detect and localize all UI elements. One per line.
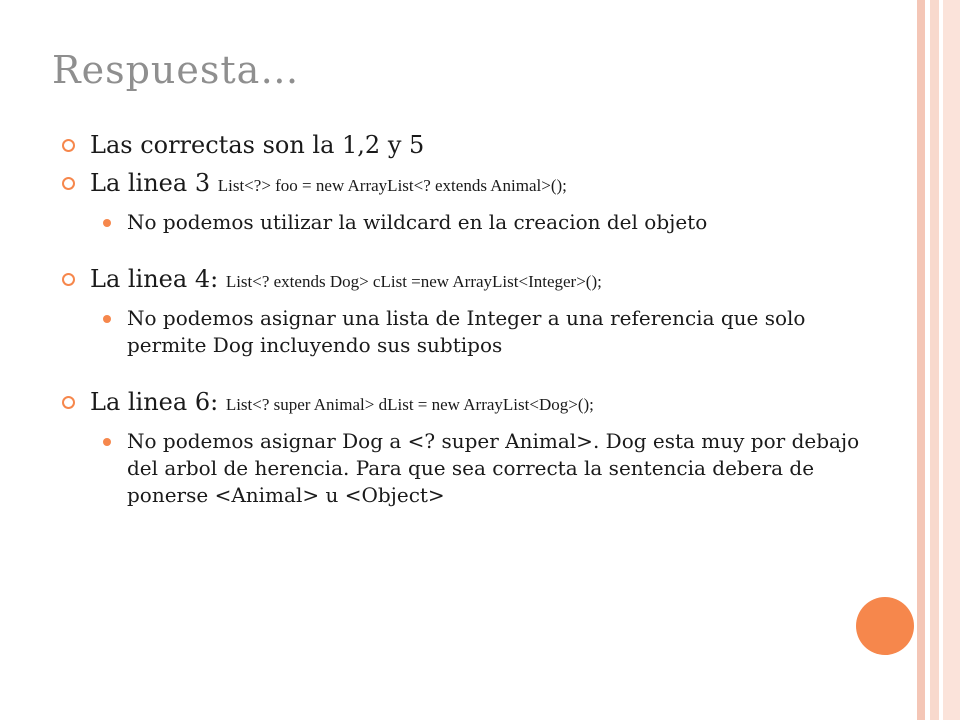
sub-bullet-text: No podemos asignar Dog a <? super Animal>. Dog esta muy por debajo del arbol de herencia. Para que sea correcta la sentencia debera de ponerse <Animal> u <Object> (127, 429, 860, 507)
code-snippet: List<? super Animal> dList = new ArrayList<Dog>(); (225, 395, 594, 414)
dot-bullet-icon (103, 219, 111, 227)
decorative-circle (856, 597, 914, 655)
bullet-item (60, 264, 880, 297)
bullet-text: La linea 6: (90, 388, 226, 416)
dot-bullet-icon (103, 315, 111, 323)
code-snippet: List<?> foo = new ArrayList<? extends Animal>(); (217, 176, 567, 195)
ring-bullet-icon (62, 396, 75, 409)
bullet-item (60, 168, 880, 201)
border-stripe (943, 0, 960, 720)
sub-bullet-item (60, 305, 877, 359)
dot-bullet-icon (103, 438, 111, 446)
ring-bullet-icon (62, 177, 75, 190)
bullet-text: Las correctas son la 1,2 y 5 (90, 131, 425, 159)
border-stripe (917, 0, 925, 720)
sub-bullet-item (60, 209, 877, 236)
bullet-item (60, 387, 880, 420)
code-snippet: List<? extends Dog> cList =new ArrayList<Integer>(); (225, 272, 602, 291)
slide-title: Respuesta… (52, 48, 300, 92)
sub-bullet-item (60, 428, 877, 509)
sub-bullet-text: No podemos utilizar la wildcard en la creacion del objeto (127, 210, 708, 234)
slide-content (60, 130, 880, 509)
border-stripe (930, 0, 939, 720)
bullet-text: La linea 4: (90, 265, 226, 293)
sub-bullet-text: No podemos asignar una lista de Integer a una referencia que solo permite Dog incluyendo sus subtipos (127, 306, 806, 357)
ring-bullet-icon (62, 139, 75, 152)
bullet-text: La linea 3 (90, 169, 218, 197)
bullet-item (60, 130, 880, 160)
ring-bullet-icon (62, 273, 75, 286)
